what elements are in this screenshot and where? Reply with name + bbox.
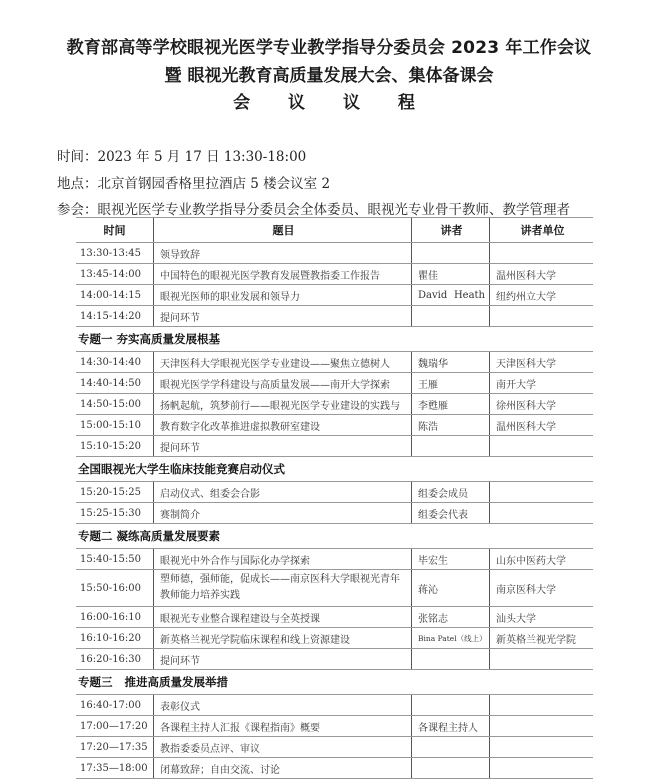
cell-unit xyxy=(490,306,593,326)
table-row xyxy=(76,649,593,670)
cell-speaker: 王雁 xyxy=(412,373,490,393)
cell-time: 15:25-15:30 xyxy=(76,503,154,523)
table-row xyxy=(76,628,593,649)
table-row xyxy=(76,482,593,503)
cell-time: 13:45-14:00 xyxy=(76,264,154,284)
cell-unit xyxy=(490,716,593,736)
cell-time: 14:30-14:40 xyxy=(76,352,154,372)
section-heading: 全国眼视光大学生临床技能竞赛启动仪式 xyxy=(76,457,593,482)
cell-time: 15:10-15:20 xyxy=(76,436,154,456)
cell-time: 15:40-15:50 xyxy=(76,549,154,569)
cell-speaker xyxy=(412,243,490,263)
cell-speaker xyxy=(412,436,490,456)
table-row xyxy=(76,243,593,264)
cell-unit: 徐州医科大学 xyxy=(496,400,556,412)
cell-speaker xyxy=(412,737,490,757)
cell-unit: 温州医科大学 xyxy=(496,270,556,282)
table-row xyxy=(76,394,593,415)
table-row xyxy=(76,264,593,285)
table-header-row xyxy=(76,217,593,243)
cell-speaker xyxy=(412,695,490,715)
meeting-time: 时间：2023 年 5 月 17 日 13:30-18:00 xyxy=(57,149,307,165)
cell-time: 15:00-15:10 xyxy=(76,415,154,435)
cell-time: 16:10-16:20 xyxy=(76,628,154,648)
cell-time: 15:20-15:25 xyxy=(76,482,154,502)
cell-unit xyxy=(490,737,593,757)
cell-topic: 提问环节 xyxy=(154,436,412,456)
cell-time: 17:20—17:35 xyxy=(76,737,154,757)
section-heading: 专题三 推进高质量发展举措 xyxy=(76,670,593,695)
cell-speaker: Bina Patel（线上） xyxy=(412,628,490,648)
table-row xyxy=(76,570,593,607)
cell-speaker: 组委会成员 xyxy=(412,482,490,502)
cell-unit xyxy=(490,243,593,263)
cell-time: 14:00-14:15 xyxy=(76,285,154,305)
table-row xyxy=(76,737,593,758)
cell-unit: 汕头大学 xyxy=(496,613,536,625)
table-row xyxy=(76,758,593,779)
cell-unit xyxy=(490,436,593,456)
cell-topic: 领导致辞 xyxy=(154,243,412,263)
agenda-table xyxy=(76,217,593,779)
speaker-last-name: Heath xyxy=(453,289,485,301)
table-row xyxy=(76,607,593,628)
cell-time: 16:20-16:30 xyxy=(76,649,154,669)
cell-unit xyxy=(490,758,593,778)
cell-topic: 赛制简介 xyxy=(154,503,412,523)
cell-time: 16:00-16:10 xyxy=(76,607,154,627)
cell-time: 14:15-14:20 xyxy=(76,306,154,326)
cell-topic: 眼视光医学学科建设与高质量发展——南开大学探索 xyxy=(154,373,412,393)
cell-speaker xyxy=(412,306,490,326)
table-row xyxy=(76,285,593,306)
meeting-attendees: 参会：眼视光医学专业教学指导分委员会全体委员、眼视光专业骨干教师、教学管理者 xyxy=(57,202,570,218)
cell-time: 14:40-14:50 xyxy=(76,373,154,393)
cell-topic: 塑师德，强师能，促成长——南京医科大学眼视光青年教师能力培养实践 xyxy=(154,570,412,606)
cell-speaker: 各课程主持人 xyxy=(412,716,490,736)
table-row xyxy=(76,415,593,436)
cell-speaker xyxy=(412,285,490,305)
cell-time: 16:40-17:00 xyxy=(76,695,154,715)
document-title: 教育部高等学校眼视光医学专业教学指导分委员会 2023 年工作会议 xyxy=(66,38,592,58)
cell-unit: 南开大学 xyxy=(496,379,536,391)
header-time: 时间 xyxy=(76,218,154,242)
document-subtitle: 暨 眼视光教育高质量发展大会、集体备课会 xyxy=(164,66,494,86)
cell-speaker: 李甦雁 xyxy=(412,394,490,414)
cell-speaker: 张铭志 xyxy=(412,607,490,627)
cell-topic: 教育数字化改革推进虚拟教研室建设 xyxy=(154,415,412,435)
cell-speaker: 魏瑞华 xyxy=(412,352,490,372)
table-row xyxy=(76,695,593,716)
cell-topic: 眼视光医师的职业发展和领导力 xyxy=(154,285,412,305)
cell-topic: 提问环节 xyxy=(154,306,412,326)
cell-topic: 眼视光专业整合课程建设与全英授课 xyxy=(154,607,412,627)
cell-speaker: 瞿佳 xyxy=(412,264,490,284)
speaker-first-name: David xyxy=(418,289,448,301)
cell-speaker: 陈浩 xyxy=(412,415,490,435)
cell-unit xyxy=(490,482,593,502)
cell-topic: 启动仪式、组委会合影 xyxy=(154,482,412,502)
meeting-place: 地点：北京首钢园香格里拉酒店 5 楼会议室 2 xyxy=(57,176,331,192)
cell-topic: 教指委委员点评、审议 xyxy=(154,737,412,757)
cell-topic: 提问环节 xyxy=(154,649,412,669)
cell-topic: 新英格兰视光学院临床课程和线上资源建设 xyxy=(154,628,412,648)
table-row xyxy=(76,716,593,737)
cell-unit: 山东中医药大学 xyxy=(496,555,566,567)
cell-unit: 温州医科大学 xyxy=(496,421,556,433)
cell-speaker: 蒋沁 xyxy=(412,570,490,606)
cell-speaker: 毕宏生 xyxy=(412,549,490,569)
table-row xyxy=(76,503,593,524)
cell-topic: 闭幕致辞；自由交流、讨论 xyxy=(154,758,412,778)
cell-time: 17:35—18:00 xyxy=(76,758,154,778)
cell-unit xyxy=(490,649,593,669)
agenda-heading: 会 议 议 程 xyxy=(233,93,425,113)
cell-topic: 扬帆起航，筑梦前行——眼视光医学专业建设的实践与 xyxy=(154,394,412,414)
section-heading: 专题二 凝练高质量发展要素 xyxy=(76,524,593,549)
table-row xyxy=(76,436,593,457)
section-heading: 专题一 夯实高质量发展根基 xyxy=(76,327,593,352)
cell-time: 15:50-16:00 xyxy=(76,570,154,606)
table-row xyxy=(76,352,593,373)
cell-speaker: 组委会代表 xyxy=(412,503,490,523)
cell-unit xyxy=(490,695,593,715)
cell-time: 17:00—17:20 xyxy=(76,716,154,736)
cell-topic: 天津医科大学眼视光医学专业建设——聚焦立德树人 xyxy=(154,352,412,372)
cell-topic: 各课程主持人汇报《课程指南》概要 xyxy=(154,716,412,736)
cell-speaker xyxy=(412,649,490,669)
cell-topic: 表彰仪式 xyxy=(154,695,412,715)
table-row xyxy=(76,306,593,327)
header-topic: 题目 xyxy=(154,218,412,242)
table-row xyxy=(76,549,593,570)
cell-topic: 中国特色的眼视光医学教育发展暨教指委工作报告 xyxy=(154,264,412,284)
header-speaker: 讲者 xyxy=(412,218,490,242)
table-row xyxy=(76,373,593,394)
cell-unit: 南京医科大学 xyxy=(496,584,556,596)
cell-speaker xyxy=(412,758,490,778)
cell-time: 13:30-13:45 xyxy=(76,243,154,263)
header-unit: 讲者单位 xyxy=(520,224,565,237)
cell-unit: 天津医科大学 xyxy=(496,358,556,370)
cell-unit: 新英格兰视光学院 xyxy=(496,634,576,646)
cell-unit: 纽约州立大学 xyxy=(496,291,556,303)
cell-time: 14:50-15:00 xyxy=(76,394,154,414)
cell-topic: 眼视光中外合作与国际化办学探索 xyxy=(154,549,412,569)
cell-unit xyxy=(490,503,593,523)
